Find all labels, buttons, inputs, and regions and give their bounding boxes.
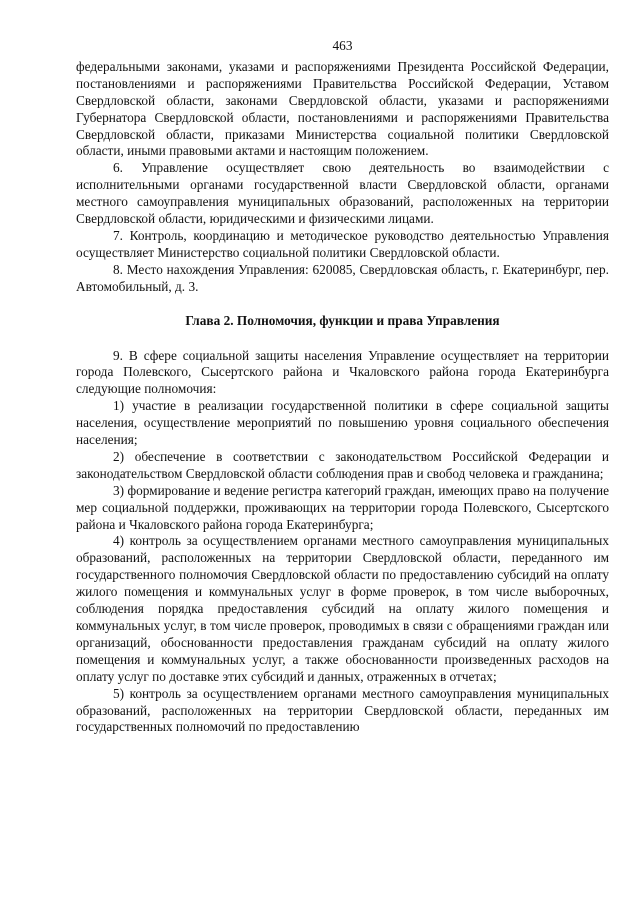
- paragraph-item-8: 8. Место нахождения Управления: 620085, Свердловская область, г. Екатеринбург, пер. Автомобильный, д. 3.: [76, 261, 609, 294]
- chapter-heading: Глава 2. Полномочия, функции и права Управления: [185, 312, 500, 328]
- subitem-5: 5) контроль за осуществлением органами местного самоуправления муниципальных образований, расположенных на территории Свердловской области, переданных им государственных полномочий по предоставлению: [76, 685, 609, 735]
- subitem-4: 4) контроль за осуществлением органами местного самоуправления муниципальных образований, расположенных на территории Свердловской области, переданного им государственного полномочия Свердловской области по предоставлению субсидий на оплату жилого помещения и коммунальных услуг в форме проверок, в том числе выборочных, соблюдения порядка предоставления субсидий на оплату жилого помещения и коммунальных услуг, в том числе проверок, проводимых в связи с обращениями граждан или организаций, обоснованности предоставления гражданам субсидий на оплату жилого помещения и коммунальных услуг, а также обоснованности произведенных расходов на оплату услуг по доставке этих субсидий и данных, отраженных в отчетах;: [76, 533, 609, 684]
- subitem-2: 2) обеспечение в соответствии с законодательством Российской Федерации и законодательством Свердловской области соблюдения прав и свобод человека и гражданина;: [76, 448, 609, 481]
- paragraph-item-6: 6. Управление осуществляет свою деятельность во взаимодействии с исполнительными органами государственной власти Свердловской области, органами местного самоуправления муниципальных образований, расположенных на территории Свердловской области, юридическими и физическими лицами.: [76, 160, 609, 227]
- document-page: [76, 38, 609, 736]
- subitem-3: 3) формирование и ведение регистра категорий граждан, имеющих право на получение мер социальной поддержки, проживающих на территории города Полевского, Сысертского района и Чкаловского района города Екатеринбурга;: [76, 482, 609, 532]
- subitem-1: 1) участие в реализации государственной политики в сфере социальной защиты населения, осуществление мероприятий по повышению уровня социального обеспечения населения;: [76, 398, 609, 448]
- paragraph-item-7: 7. Контроль, координацию и методическое руководство деятельностью Управления осуществляет Министерство социальной политики Свердловской области.: [76, 227, 609, 260]
- paragraph-item-9: 9. В сфере социальной защиты населения Управление осуществляет на территории города Полевского, Сысертского района и Чкаловского района города Екатеринбурга следующие полномочия:: [76, 347, 609, 397]
- page-number: 463: [332, 38, 353, 53]
- paragraph-continuation: федеральными законами, указами и распоряжениями Президента Российской Федерации, постановлениями и распоряжениями Правительства Российской Федерации, Уставом Свердловской области, законами Свердловской области, указами и распоряжениями Губернатора Свердловской области, постановлениями и распоряжениями Правительства Свердловской области, приказами Министерства социальной политики Свердловской области, иными правовыми актами и настоящим положением.: [76, 58, 609, 159]
